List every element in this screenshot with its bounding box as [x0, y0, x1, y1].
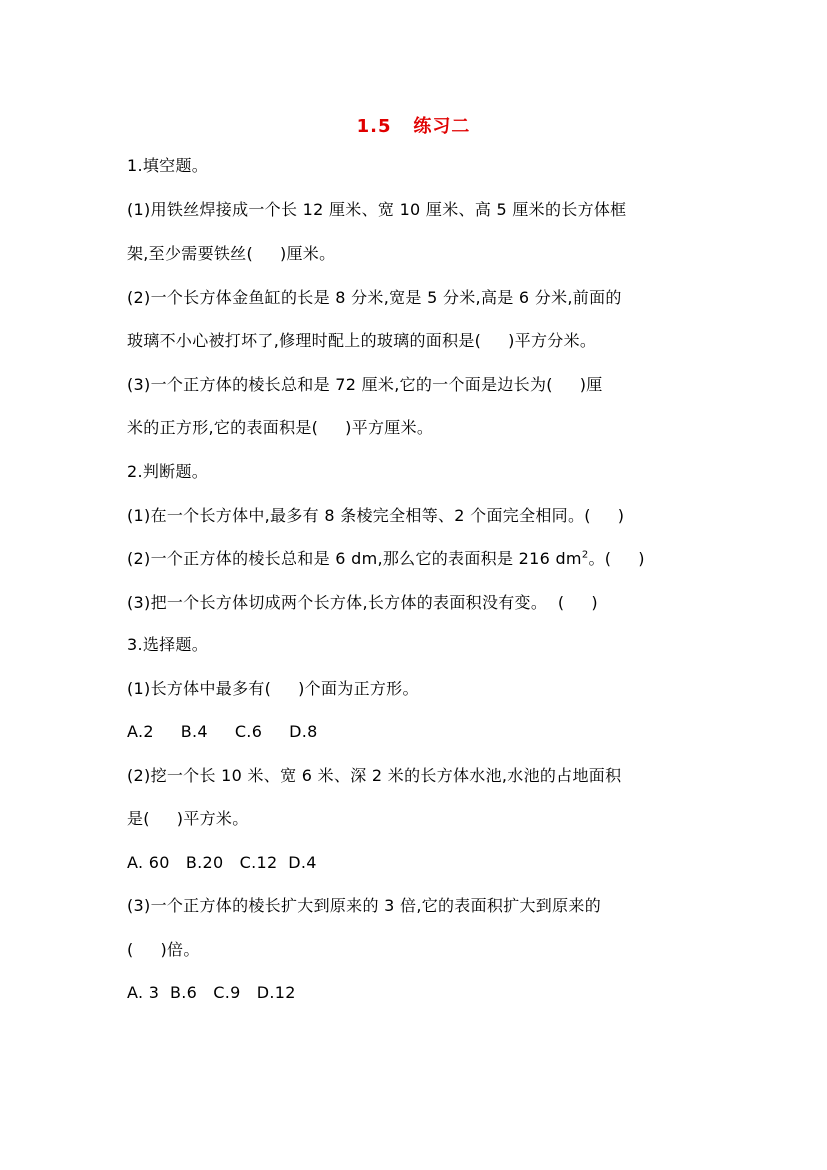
question-text: (1)在一个长方体中,最多有 8 条棱完全相等、2 个面完全相同。( ): [127, 506, 625, 525]
question-text: (3)一个正方体的棱长扩大到原来的 3 倍,它的表面积扩大到原来的: [127, 896, 602, 915]
page-title: 1.5 练习二: [356, 116, 471, 137]
question-text-part: 。( ): [588, 549, 645, 568]
question-text: (3)一个正方体的棱长总和是 72 厘米,它的一个面是边长为( )厘: [127, 375, 603, 394]
answer-options: A. 60 B.20 C.12 D.4: [127, 853, 317, 872]
question-text: 架,至少需要铁丝( )厘米。: [127, 244, 336, 263]
question-text: ( )倍。: [127, 940, 200, 959]
question-text: (1)长方体中最多有( )个面为正方形。: [127, 679, 419, 698]
section-heading-multiple-choice: 3.选择题。: [127, 635, 209, 654]
question-text: (3)把一个长方体切成两个长方体,长方体的表面积没有变。 ( ): [127, 593, 598, 612]
question-text: (1)用铁丝焊接成一个长 12 厘米、宽 10 厘米、高 5 厘米的长方体框: [127, 200, 627, 219]
section-heading-fill-blank: 1.填空题。: [127, 156, 209, 175]
question-text: (2)挖一个长 10 米、宽 6 米、深 2 米的长方体水池,水池的占地面积: [127, 766, 622, 785]
section-heading-true-false: 2.判断题。: [127, 462, 209, 481]
answer-options: A.2 B.4 C.6 D.8: [127, 722, 318, 741]
question-text-part: (2)一个正方体的棱长总和是 6 dm,那么它的表面积是 216 dm: [127, 549, 582, 568]
answer-options: A. 3 B.6 C.9 D.12: [127, 983, 296, 1002]
question-text: [127, 548, 645, 570]
question-text: 米的正方形,它的表面积是( )平方厘米。: [127, 418, 434, 437]
superscript-exponent: 2: [581, 549, 589, 561]
question-text: 是( )平方米。: [127, 809, 249, 828]
question-text: (2)一个长方体金鱼缸的长是 8 分米,宽是 5 分米,高是 6 分米,前面的: [127, 288, 622, 307]
question-text: 玻璃不小心被打坏了,修理时配上的玻璃的面积是( )平方分米。: [127, 331, 597, 350]
